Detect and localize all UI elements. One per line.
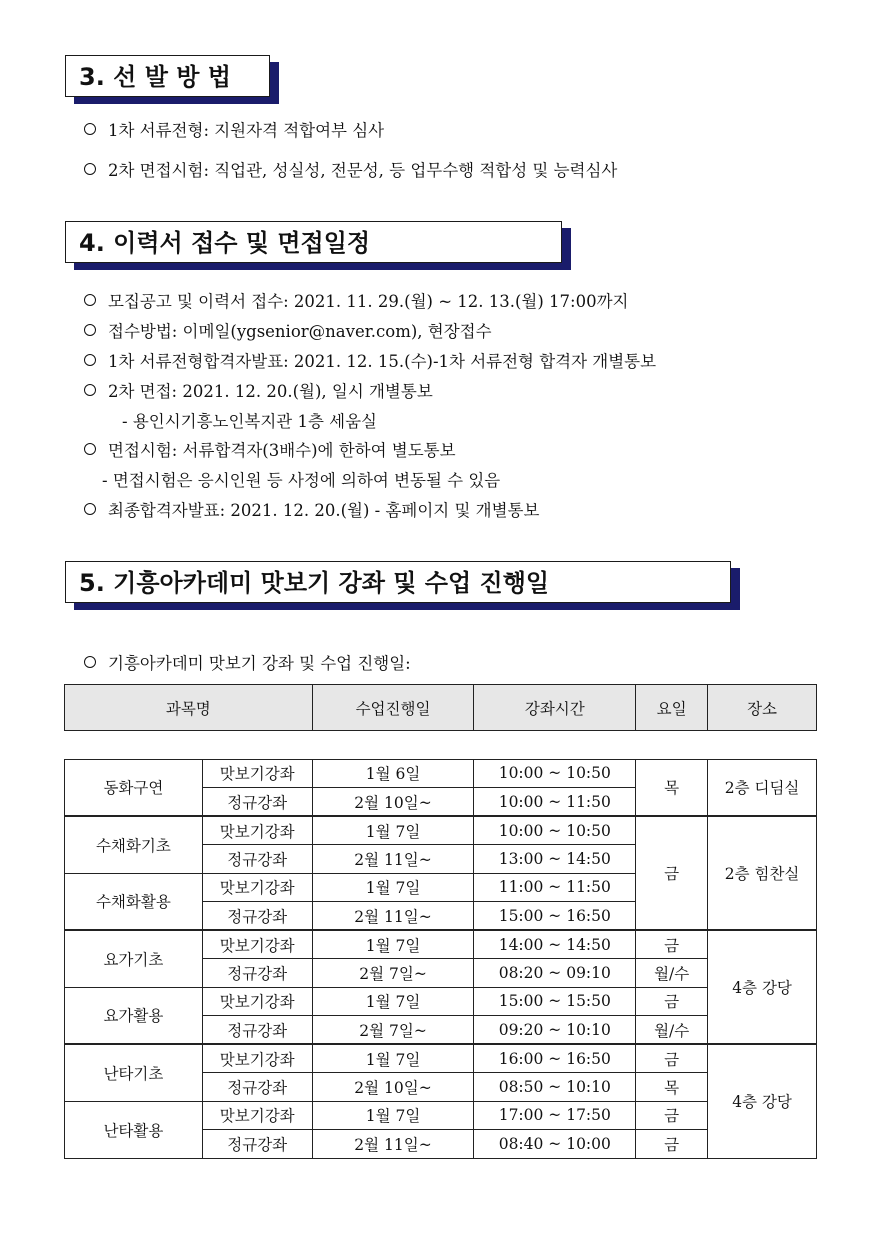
class-time: 14:00 ~ 14:50 — [474, 930, 636, 959]
section-4-heading: 4. 이력서 접수 및 면접일정 — [65, 221, 562, 263]
class-time: 17:00 ~ 17:50 — [474, 1101, 636, 1130]
course-kind: 맛보기강좌 — [202, 1101, 312, 1130]
class-time: 08:40 ~ 10:00 — [474, 1130, 636, 1159]
sub-note: - 용인시기흥노인복지관 1층 세움실 — [122, 412, 377, 431]
section-3-heading: 3. 선 발 방 법 — [65, 55, 270, 97]
class-date: 2월 7일~ — [312, 959, 474, 988]
table-row — [65, 759, 817, 788]
course-kind: 맛보기강좌 — [202, 930, 312, 959]
class-place: 2층 힘찬실 — [708, 816, 817, 930]
class-day: 금 — [636, 1044, 708, 1073]
class-day: 목 — [636, 759, 708, 816]
class-date: 2월 11일~ — [312, 1130, 474, 1159]
course-name: 수채화활용 — [65, 873, 203, 930]
course-kind: 정규강좌 — [202, 1130, 312, 1159]
class-date: 1월 7일 — [312, 987, 474, 1016]
class-time: 13:00 ~ 14:50 — [474, 845, 636, 874]
list-item: 2차 면접시험: 직업관, 성실성, 전문성, 등 업무수행 적합성 및 능력심사 — [84, 157, 617, 181]
circle-bullet-icon — [84, 354, 96, 366]
class-day: 금 — [636, 930, 708, 959]
schedule-table — [64, 684, 817, 1159]
class-day: 금 — [636, 816, 708, 930]
course-name: 난타기초 — [65, 1044, 203, 1101]
list-item: 1차 서류전형: 지원자격 적합여부 심사 — [84, 117, 384, 141]
course-kind: 정규강좌 — [202, 1016, 312, 1045]
class-day: 금 — [636, 1101, 708, 1130]
circle-bullet-icon — [84, 503, 96, 515]
course-kind: 맛보기강좌 — [202, 873, 312, 902]
course-name: 요가활용 — [65, 987, 203, 1044]
course-name: 수채화기초 — [65, 816, 203, 873]
class-day: 금 — [636, 1130, 708, 1159]
course-kind: 정규강좌 — [202, 959, 312, 988]
class-date: 2월 10일~ — [312, 788, 474, 817]
header-place: 장소 — [708, 685, 817, 731]
circle-bullet-icon — [84, 384, 96, 396]
sub-note: - 면접시험은 응시인원 등 사정에 의하여 변동될 수 있음 — [102, 471, 501, 490]
class-date: 1월 7일 — [312, 1101, 474, 1130]
circle-bullet-icon — [84, 123, 96, 135]
class-time: 10:00 ~ 11:50 — [474, 788, 636, 817]
course-kind: 맛보기강좌 — [202, 987, 312, 1016]
header-day: 요일 — [636, 685, 708, 731]
header-time: 강좌시간 — [474, 685, 636, 731]
class-date: 1월 7일 — [312, 873, 474, 902]
class-time: 10:00 ~ 10:50 — [474, 759, 636, 788]
table-header-row — [65, 685, 817, 731]
class-date: 2월 11일~ — [312, 902, 474, 931]
class-day: 목 — [636, 1073, 708, 1102]
class-time: 08:20 ~ 09:10 — [474, 959, 636, 988]
circle-bullet-icon — [84, 324, 96, 336]
class-time: 08:50 ~ 10:10 — [474, 1073, 636, 1102]
table-row — [65, 930, 817, 959]
circle-bullet-icon — [84, 163, 96, 175]
circle-bullet-icon — [84, 294, 96, 306]
class-date: 2월 7일~ — [312, 1016, 474, 1045]
list-item: 모집공고 및 이력서 접수: 2021. 11. 29.(월) ~ 12. 13.(월) 17:00까지 — [84, 288, 628, 312]
course-kind: 정규강좌 — [202, 1073, 312, 1102]
class-date: 1월 7일 — [312, 1044, 474, 1073]
course-kind: 정규강좌 — [202, 788, 312, 817]
list-item: 최종합격자발표: 2021. 12. 20.(월) - 홈페이지 및 개별통보 — [84, 497, 539, 521]
course-name: 난타활용 — [65, 1101, 203, 1158]
class-time: 15:00 ~ 15:50 — [474, 987, 636, 1016]
header-date: 수업진행일 — [312, 685, 474, 731]
class-day: 월/수 — [636, 959, 708, 988]
course-name: 동화구연 — [65, 759, 203, 816]
course-kind: 정규강좌 — [202, 845, 312, 874]
circle-bullet-icon — [84, 443, 96, 455]
table-row — [65, 816, 817, 845]
class-day: 월/수 — [636, 1016, 708, 1045]
list-item: 2차 면접: 2021. 12. 20.(월), 일시 개별통보 — [84, 378, 433, 402]
course-kind: 맛보기강좌 — [202, 759, 312, 788]
class-place: 2층 디딤실 — [708, 759, 817, 816]
header-course: 과목명 — [65, 685, 313, 731]
section-5-heading: 5. 기흥아카데미 맛보기 강좌 및 수업 진행일 — [65, 561, 731, 603]
table-row — [65, 987, 817, 1016]
class-date: 2월 11일~ — [312, 845, 474, 874]
list-item: 면접시험: 서류합격자(3배수)에 한하여 별도통보 — [84, 437, 456, 461]
class-time: 09:20 ~ 10:10 — [474, 1016, 636, 1045]
course-name: 요가기초 — [65, 930, 203, 987]
circle-bullet-icon — [84, 656, 96, 668]
list-item: 기흥아카데미 맛보기 강좌 및 수업 진행일: — [84, 650, 411, 674]
class-date: 2월 10일~ — [312, 1073, 474, 1102]
header-divider — [65, 731, 817, 760]
class-place: 4층 강당 — [708, 930, 817, 1044]
table-row — [65, 1044, 817, 1073]
class-date: 1월 7일 — [312, 930, 474, 959]
class-time: 10:00 ~ 10:50 — [474, 816, 636, 845]
class-day: 금 — [636, 987, 708, 1016]
class-date: 1월 7일 — [312, 816, 474, 845]
class-time: 15:00 ~ 16:50 — [474, 902, 636, 931]
class-place: 4층 강당 — [708, 1044, 817, 1158]
course-kind: 맛보기강좌 — [202, 1044, 312, 1073]
course-kind: 정규강좌 — [202, 902, 312, 931]
course-kind: 맛보기강좌 — [202, 816, 312, 845]
class-time: 16:00 ~ 16:50 — [474, 1044, 636, 1073]
list-item: 접수방법: 이메일(ygsenior@naver.com), 현장접수 — [84, 318, 492, 342]
class-time: 11:00 ~ 11:50 — [474, 873, 636, 902]
class-date: 1월 6일 — [312, 759, 474, 788]
table-row — [65, 1101, 817, 1130]
list-item: 1차 서류전형합격자발표: 2021. 12. 15.(수)-1차 서류전형 합격자 개별통보 — [84, 348, 656, 372]
